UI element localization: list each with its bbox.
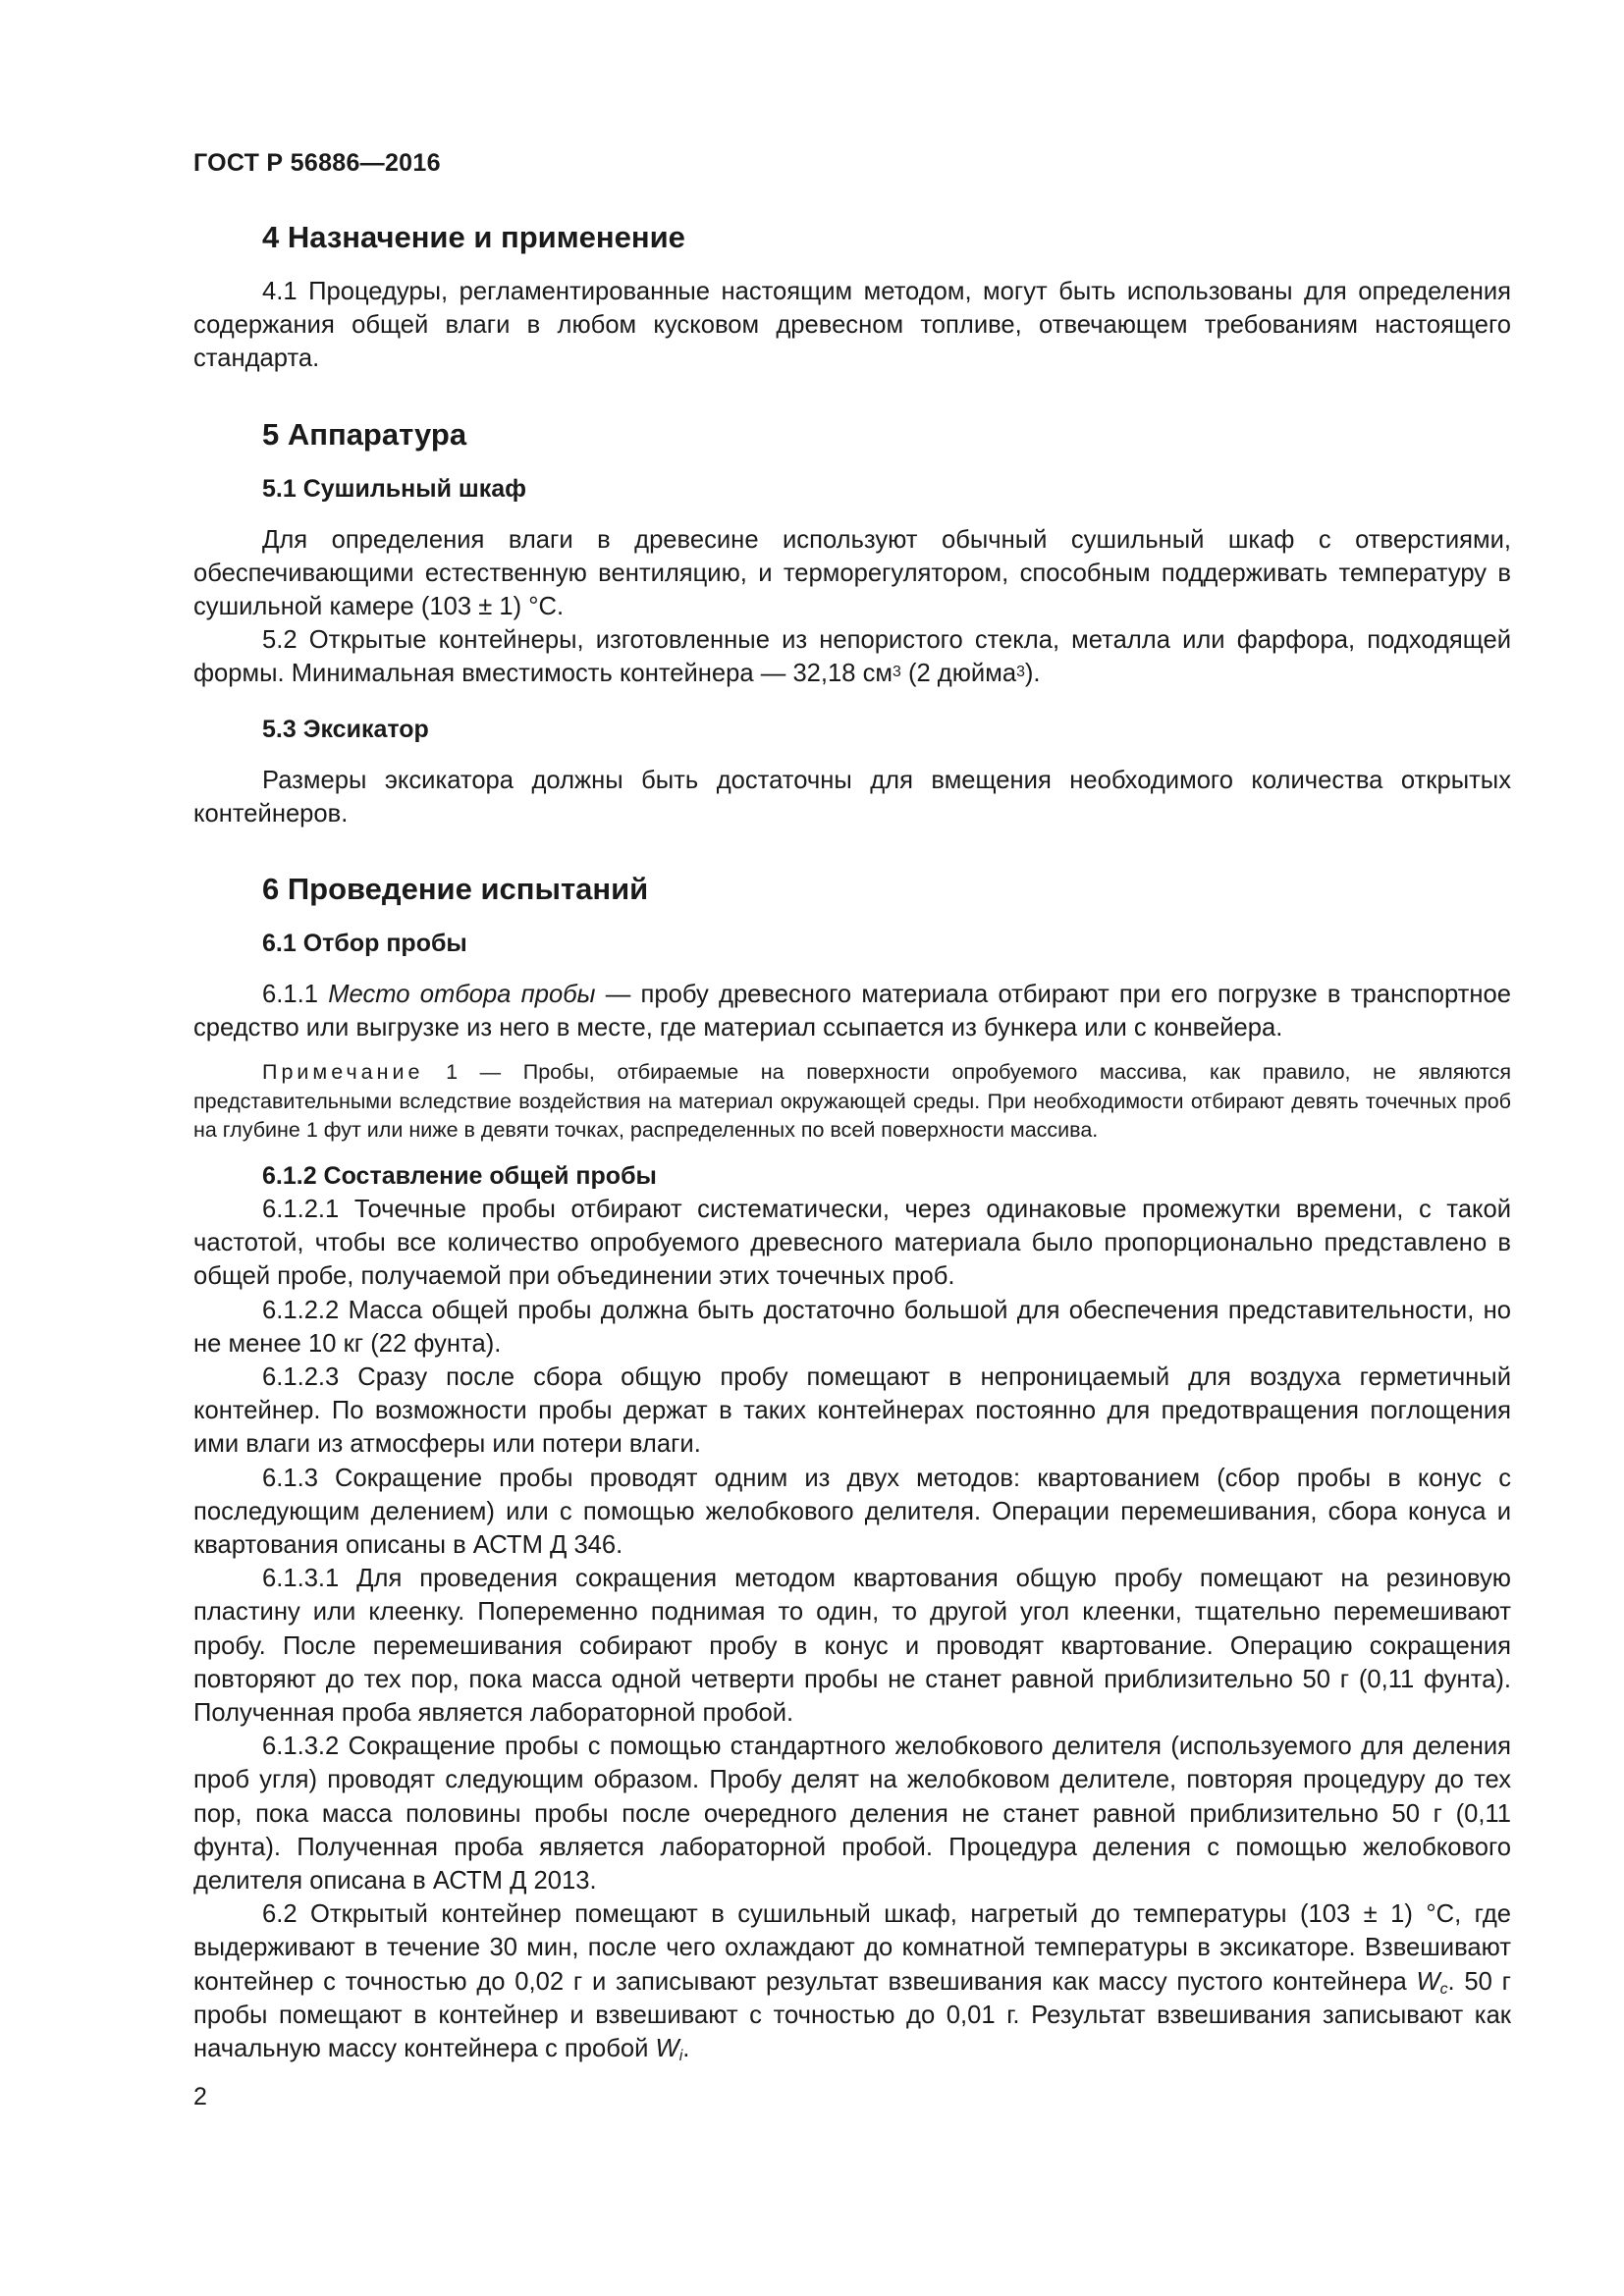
- symbol-w-c-letter: W: [1416, 1967, 1440, 1996]
- note-label: Примечание: [262, 1060, 424, 1085]
- paragraph-6-1-3-1: 6.1.3.1 Для проведения сокращения методом квартования общую пробу помещают на резиновую пластину или клеенку. Попеременно поднимая то один, то другой угол клеенки, тщательно перемешивают пробу. После перемешивания собирают пробу в конус и проводят квартование. Операцию сокращения повторяют до тех пор, пока масса одной четверти пробы не станет равной приблизительно 50 г (0,11 фунта). Полученная проба является лабораторной пробой.: [193, 1565, 1511, 1727]
- paragraph-6-1-2-2: 6.1.2.2 Масса общей пробы должна быть достаточно большой для обеспечения представительности, но не менее 10 кг (22 фунта).: [193, 1296, 1511, 1358]
- paragraph-6-1-1-text: — пробу древесного материала отбирают при его погрузке в транспортное средство или выгрузке из него в месте, где материал ссыпается из бункера или с конвейера.: [193, 981, 1511, 1042]
- paragraph-6-1-1-term: Место отбора пробы: [328, 981, 596, 1009]
- paragraph-6-2-text-a: 6.2 Открытый контейнер помещают в сушильный шкаф, нагретый до температуры (103 ± 1) °С, где выдерживают в течение 30 мин, после чего охлаждают до комнатной температуры в эксикаторе. Взвешивают контейнер с точностью до 0,02 г и записывают результат взвешивания как массу пустого контейнера: [193, 1900, 1511, 1996]
- paragraph-5-1: Для определения влаги в древесине используют обычный сушильный шкаф с отверстиями, обеспечивающими естественную вентиляцию, и терморегулятором, способным поддерживать температуру в сушильной камере (103 ± 1) °С.: [193, 525, 1511, 621]
- section-6-title: 6 Проведение испытаний: [262, 872, 649, 907]
- section-4-title: 4 Назначение и применение: [262, 220, 685, 254]
- paragraph-5-2: [193, 623, 1511, 690]
- paragraph-6-2-text-b: . 50 г пробы помещают в контейнер и взвешивают с точностью до 0,01 г. Результат взвешивания записывают как начальную массу контейнера с пробой: [193, 1967, 1511, 2063]
- section-6-1-2-title: 6.1.2 Составление общей пробы: [262, 1161, 657, 1190]
- paragraph-5-2-text-a: 5.2 Открытые контейнеры, изготовленные из непористого стекла, металла или фарфора, подходящей формы. Минимальная вместимость контейнера — 32,18 см: [193, 626, 1511, 688]
- paragraph-6-2: [193, 1897, 1511, 2065]
- note-1: [193, 1058, 1511, 1146]
- paragraph-5-2-text-c: ).: [1024, 660, 1041, 688]
- paragraph-6-1-1: [193, 978, 1511, 1044]
- paragraph-4-1: 4.1 Процедуры, регламентированные настоящим методом, могут быть использованы для определения содержания общей влаги в любом кусковом древесном топливе, отвечающем требованиям настоящего стандарта.: [193, 278, 1511, 373]
- symbol-w-i: [656, 2035, 683, 2062]
- symbol-w-i-letter: W: [655, 2035, 679, 2063]
- section-5-title: 5 Аппаратура: [262, 416, 467, 452]
- superscript-cube-1: 3: [893, 663, 901, 680]
- symbol-w-c: [1416, 1968, 1447, 1996]
- note-text: 1 — Пробы, отбираемые на поверхности опробуемого массива, как правило, не являются представительными вследствие воздействия на материал окружающей среды. При необходимости отбирают девять точечных проб на глубине 1 фут или ниже в девяти точках, распределенных по всей поверхности массива.: [193, 1060, 1511, 1143]
- document-body: [193, 218, 1511, 2065]
- section-6-1-title: 6.1 Отбор пробы: [262, 930, 467, 958]
- paragraph-6-2-text-c: .: [682, 2035, 690, 2063]
- section-5-1-title: 5.1 Сушильный шкаф: [262, 474, 527, 503]
- symbol-w-c-subscript: c: [1439, 1980, 1448, 1998]
- paragraph-5-2-text-b: (2 дюйма: [900, 660, 1017, 688]
- superscript-cube-2: 3: [1016, 663, 1025, 680]
- section-5-3-title: 5.3 Эксикатор: [262, 715, 429, 743]
- paragraph-6-1-1-number: 6.1.1: [262, 981, 329, 1009]
- symbol-w-i-subscript: i: [678, 2047, 683, 2064]
- paragraph-6-1-3: 6.1.3 Сокращение пробы проводят одним из двух методов: квартованием (сбор пробы в конус с последующим делением) или с помощью желобкового делителя. Операции перемешивания, сбора конуса и квартования описаны в АСТМ Д 346.: [193, 1464, 1511, 1559]
- paragraph-6-1-3-2: 6.1.3.2 Сокращение пробы с помощью стандартного желобкового делителя (используемого для деления проб угля) проводят следующим образом. Пробу делят на желобковом делителе, повторяя процедуру до тех пор, пока масса половины пробы после очередного деления не станет равной приблизительно 50 г (0,11 фунта). Полученная проба является лабораторной пробой. Процедура деления с помощью желобкового делителя описана в АСТМ Д 2013.: [193, 1733, 1511, 1895]
- paragraph-6-1-2-1: 6.1.2.1 Точечные пробы отбирают систематически, через одинаковые промежутки времени, с такой частотой, чтобы все количество опробуемого древесного материала было пропорционально представлено в общей пробе, получаемой при объединении этих точечных проб.: [193, 1195, 1511, 1291]
- paragraph-5-3: Размеры эксикатора должны быть достаточны для вмещения необходимого количества открытых контейнеров.: [193, 766, 1511, 828]
- document-code: ГОСТ Р 56886—2016: [193, 149, 441, 177]
- paragraph-6-1-2-3: 6.1.2.3 Сразу после сбора общую пробу помещают в непроницаемый для воздуха герметичный контейнер. По возможности пробы держат в таких контейнерах постоянно для предотвращения поглощения ими влаги из атмосферы или потери влаги.: [193, 1362, 1511, 1459]
- page-number: 2: [193, 2083, 207, 2110]
